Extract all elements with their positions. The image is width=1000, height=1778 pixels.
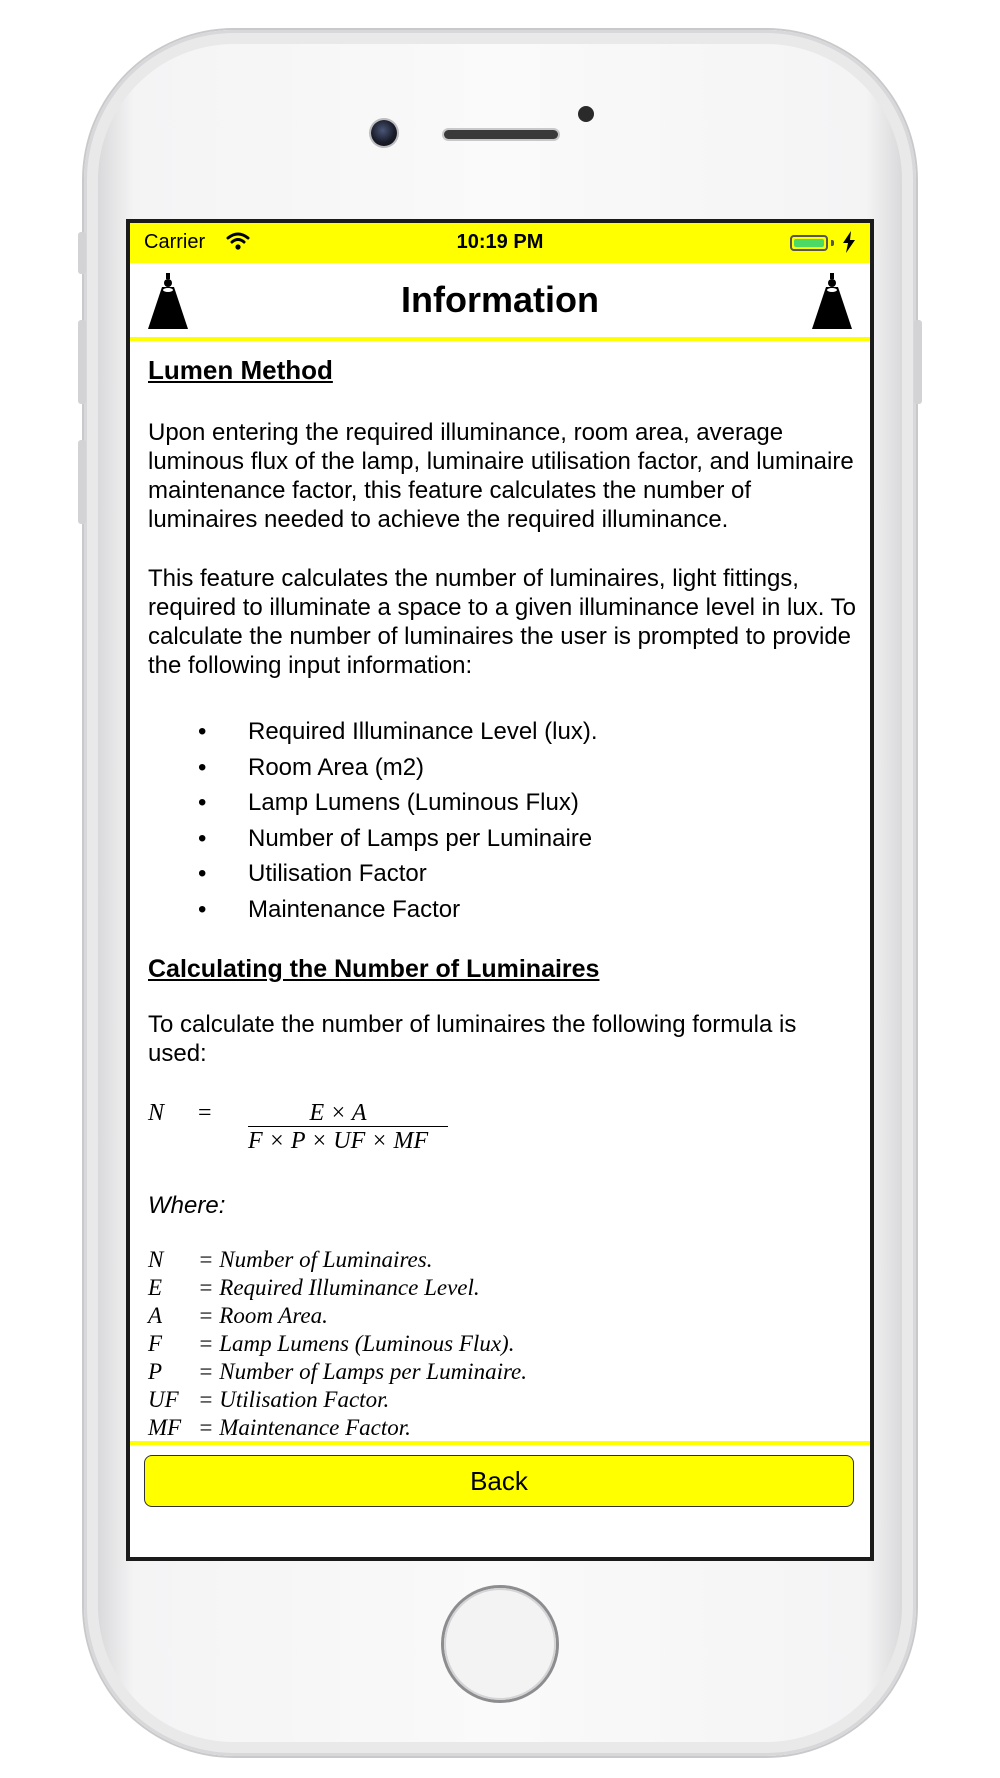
lamp-icon [812, 273, 852, 329]
app-screen [130, 223, 870, 1557]
page-title: Information [401, 279, 599, 320]
formula-equals: = [198, 1100, 212, 1126]
definition-row: N = Number of Luminaires. [148, 1247, 433, 1272]
where-label: Where: [148, 1192, 226, 1219]
status-bar [130, 223, 870, 263]
formula-lhs: N [148, 1100, 165, 1126]
proximity-sensor [578, 106, 594, 122]
definition-row: P = Number of Lamps per Luminaire. [148, 1359, 528, 1384]
lumen-formula [148, 1096, 856, 1166]
list-item: • Number of Lamps per Luminaire [198, 824, 593, 852]
clock: 10:19 PM [456, 231, 544, 253]
definition-row: E = Required Illuminance Level. [148, 1275, 480, 1300]
power-button [914, 320, 922, 404]
volume-down-button [78, 440, 86, 524]
definitions-list [148, 1246, 856, 1441]
bottom-toolbar [130, 1441, 870, 1557]
fraction-bar [248, 1126, 448, 1127]
front-camera [371, 120, 397, 146]
formula-intro-paragraph: To calculate the number of luminaires the following formula is used: [148, 1011, 797, 1067]
home-button[interactable] [444, 1588, 556, 1700]
intro-paragraph: Upon entering the required illuminance, room area, average luminous flux of the lamp, luminaire utilisation factor, and luminaire maintenance factor, this feature calculates the number of luminaires needed to achieve the required illuminance. [148, 419, 854, 533]
battery-icon [790, 235, 828, 251]
battery-tip [831, 240, 834, 246]
list-item: • Required Illuminance Level (lux). [198, 718, 598, 745]
volume-up-button [78, 320, 86, 404]
definition-row: A = Room Area. [148, 1303, 328, 1328]
list-item: • Utilisation Factor [198, 860, 427, 887]
info-scroll-content[interactable] [130, 341, 870, 1441]
section-title-calculating: Calculating the Number of Luminaires [148, 955, 600, 983]
list-item: • Maintenance Factor [198, 895, 461, 923]
definition-row: MF = Maintenance Factor. [148, 1415, 411, 1440]
charging-bolt-icon [842, 231, 856, 253]
description-paragraph: This feature calculates the number of luminaires, light fittings, required to illuminate a space to a given illuminance level in lux. To calculate the number of luminaires the user is prompted to provide the following input information: [148, 565, 856, 679]
earpiece-speaker [444, 130, 558, 139]
formula-numerator: E × A [309, 1100, 367, 1126]
input-list [148, 714, 856, 927]
list-item: • Room Area (m2) [198, 753, 425, 781]
definition-row: UF = Utilisation Factor. [148, 1387, 390, 1412]
mute-switch [78, 232, 86, 274]
navigation-bar [130, 263, 870, 341]
carrier-label: Carrier [144, 231, 206, 253]
list-item: • Lamp Lumens (Luminous Flux) [198, 789, 579, 816]
section-title-lumen-method: Lumen Method [148, 355, 333, 385]
back-button[interactable]: Back [144, 1455, 854, 1507]
formula-denominator: F × P × UF × MF [248, 1128, 429, 1154]
definition-row: F = Lamp Lumens (Luminous Flux). [148, 1331, 515, 1356]
